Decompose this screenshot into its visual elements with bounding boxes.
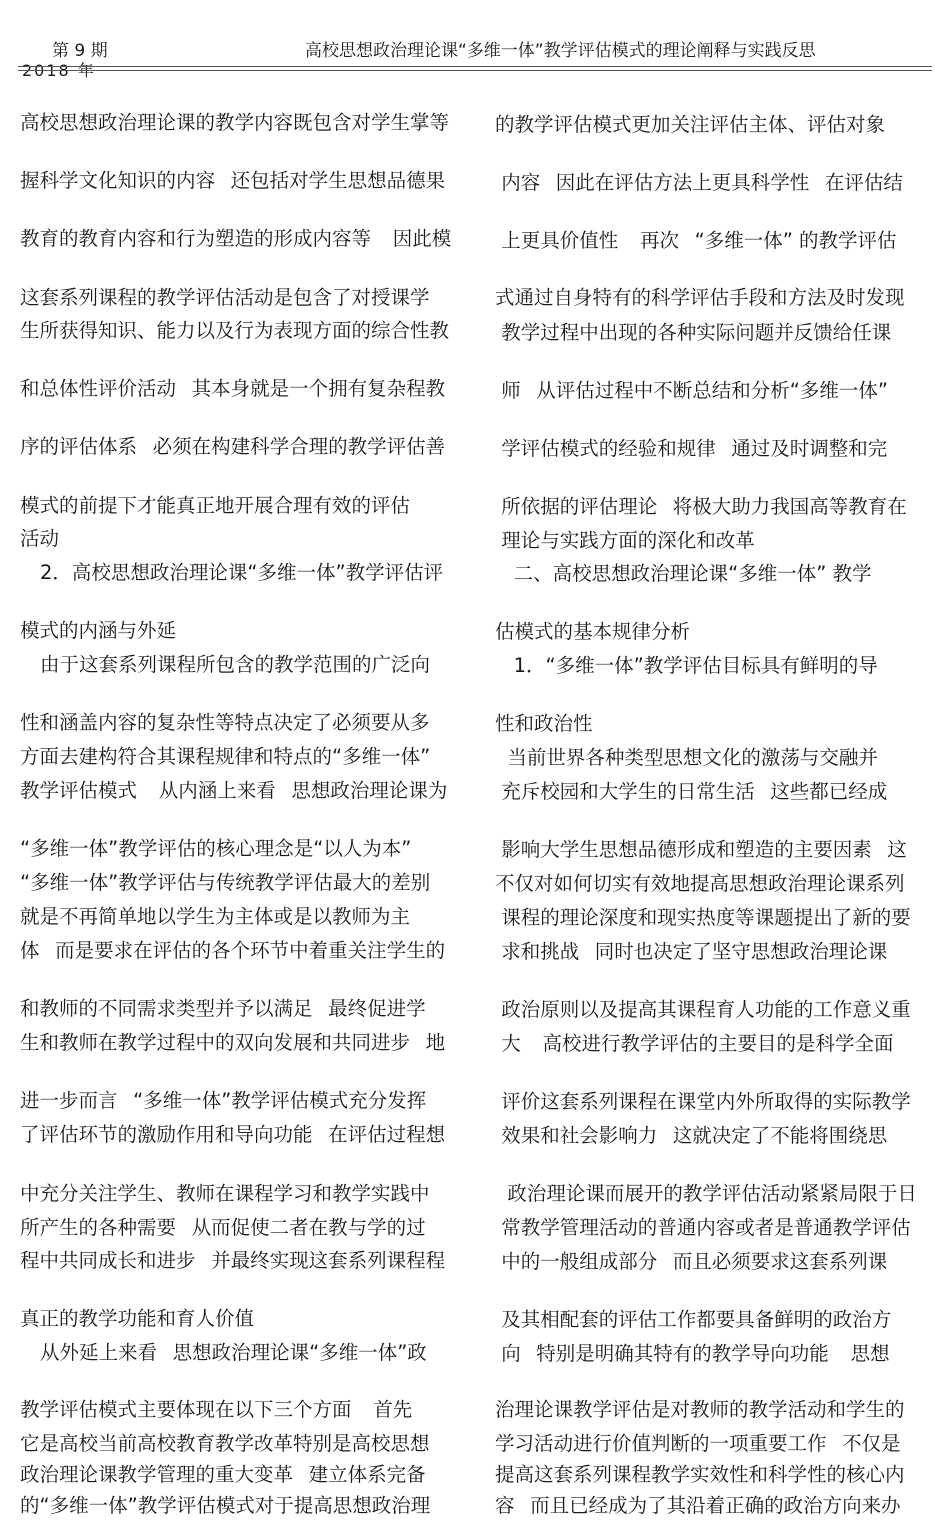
left-line-21: 生和教师在教学过程中的双向发展和共同进步地	[20, 1031, 446, 1054]
right-subheading-1: 1．“多维一体”教学评估目标具有鲜明的导	[495, 654, 878, 677]
right-line-31: 提高这套系列课程教学实效性和科学性的核心内	[495, 1463, 905, 1486]
right-line-32: 容而且已经成为了其沿着正确的政治方向来办	[495, 1494, 901, 1517]
right-line-20: 政治原则以及提高其课程育人功能的工作意义重	[495, 998, 911, 1021]
left-line-12: 由于这套系列课程所包含的教学范围的广泛向	[40, 653, 431, 676]
left-line-17: “多维一体”教学评估与传统教学评估最大的差别	[20, 871, 431, 894]
left-line-27: 真正的教学功能和育人价值	[20, 1307, 270, 1330]
left-line-25: 所产生的各种需要从而促使二者在教与学的过	[20, 1216, 426, 1239]
left-line-31: 政治理论课教学管理的重大变革建立体系完备	[20, 1463, 426, 1486]
left-line-15: 教学评估模式 从内涵上来看思想政治理论课为	[20, 779, 448, 802]
right-column	[475, 0, 935, 1528]
left-line-28: 从外延上来看思想政治理论课“多维一体”政	[40, 1341, 427, 1364]
left-line-5: 生所获得知识、能力以及行为表现方面的综合性教	[20, 319, 450, 342]
right-line-11: 估模式的基本规律分析	[495, 620, 691, 643]
right-line-17: 不仅对如何切实有效地提高思想政治理论课系列	[495, 872, 905, 895]
left-column	[0, 0, 460, 1528]
running-title: 高校思想政治理论课“多维一体”教学评估模式的理论阐释与实践反思	[305, 41, 816, 61]
right-line-18: 课程的理论深度和现实热度等课题提出了新的要	[495, 906, 911, 929]
right-line-25: 常教学管理活动的普通内容或者是普通教学评估	[495, 1216, 911, 1239]
left-line-19: 体而是要求在评估的各个环节中着重关注学生的	[20, 939, 446, 962]
right-line-5: 教学过程中出现的各种实际问题并反馈给任课	[495, 321, 892, 344]
right-line-29: 治理论课教学评估是对教师的教学活动和学生的	[495, 1398, 905, 1421]
right-line-4: 式通过自身特有的科学评估手段和方法及时发现	[495, 286, 905, 309]
right-line-6: 师从评估过程中不断总结和分析“多维一体”	[495, 379, 889, 402]
left-line-1: 高校思想政治理论课的教学内容既包含对学生掌等	[20, 111, 450, 134]
issue-number: 第 9 期	[52, 41, 108, 61]
left-line-16: “多维一体”教学评估的核心理念是“以人为本”	[20, 837, 428, 860]
left-line-14: 方面去建构符合其课程规律和特点的“多维一体”	[20, 745, 431, 768]
right-line-15: 充斥校园和大学生的日常生活这些都已经成	[495, 780, 888, 803]
left-line-30: 它是高校当前高校教育教学改革特别是高校思想	[20, 1432, 430, 1455]
left-line-13: 性和涵盖内容的复杂性等特点决定了必须要从多	[20, 711, 430, 734]
right-line-9: 理论与实践方面的深化和改革	[495, 529, 771, 552]
right-line-1: 的教学评估模式更加关注评估主体、评估对象	[495, 113, 886, 136]
left-line-22: 进一步而言“多维一体”教学评估模式充分发挥	[20, 1089, 427, 1112]
right-section-heading-2: 二、高校思想政治理论课“多维一体” 教学	[495, 562, 872, 585]
left-line-26: 程中共同成长和进步并最终实现这套系列课程程	[20, 1249, 446, 1272]
left-line-8: 模式的前提下才能真正地开展合理有效的评估	[20, 494, 411, 517]
right-line-26: 中的一般组成部分而且必须要求这套系列课	[495, 1250, 888, 1273]
right-line-13: 性和政治性	[495, 712, 593, 735]
left-line-11: 模式的内涵与外延	[20, 619, 177, 642]
right-line-19: 求和挑战同时也决定了坚守思想政治理论课	[495, 940, 888, 963]
right-line-22: 评价这套系列课程在课堂内外所取得的实际教学	[495, 1090, 911, 1113]
left-line-7: 序的评估体系必须在构建科学合理的教学评估善	[20, 435, 446, 458]
right-line-3: 上更具价值性 再次“多维一体” 的教学评估	[495, 229, 897, 252]
left-line-18: 就是不再简单地以学生为主体或是以教师为主	[20, 905, 411, 928]
left-line-20: 和教师的不同需求类型并予以满足最终促进学	[20, 997, 426, 1020]
left-line-6: 和总体性评价活动其本身就是一个拥有复杂程教	[20, 377, 446, 400]
publication-year: 2018 年	[22, 61, 96, 80]
right-line-8: 所依据的评估理论将极大助力我国高等教育在	[495, 495, 907, 518]
left-section-heading-2: 2．高校思想政治理论课“多维一体”教学评估评	[40, 561, 444, 584]
right-line-21: 大 高校进行教学评估的主要目的是科学全面	[495, 1032, 894, 1055]
left-line-3: 教育的教育内容和行为塑造的形成内容等 因此模	[20, 227, 452, 250]
right-line-24: 政治理论课而展开的教学评估活动紧紧局限于日	[495, 1182, 917, 1205]
left-line-29: 教学评估模式主要体现在以下三个方面 首先	[20, 1398, 428, 1421]
right-line-16: 影响大学生思想品德形成和塑造的主要因素这	[495, 838, 907, 861]
right-line-23: 效果和社会影响力这就决定了不能将围绕思	[495, 1124, 888, 1147]
left-line-23: 了评估环节的激励作用和导向功能在评估过程想	[20, 1123, 446, 1146]
right-line-7: 学评估模式的经验和规律通过及时调整和完	[495, 437, 888, 460]
right-line-14: 当前世界各种类型思想文化的激荡与交融并	[495, 746, 878, 769]
right-line-2: 内容因此在评估方法上更具科学性在评估结	[495, 171, 903, 194]
right-line-30: 学习活动进行价值判断的一项重要工作不仅是	[495, 1432, 901, 1455]
right-line-28: 向特别是明确其特有的教学导向功能 思想	[495, 1342, 890, 1365]
left-line-4: 这套系列课程的教学评估活动是包含了对授课学	[20, 286, 430, 309]
left-line-24: 中充分关注学生、教师在课程学习和教学实践中	[20, 1182, 430, 1205]
left-line-2: 握科学文化知识的内容还包括对学生思想品德果	[20, 169, 446, 192]
left-line-9: 活动	[20, 527, 75, 550]
right-line-27: 及其相配套的评估工作都要具备鲜明的政治方	[495, 1308, 892, 1331]
left-line-32: 的“多维一体”教学评估模式对于提高思想政治理	[20, 1494, 431, 1517]
